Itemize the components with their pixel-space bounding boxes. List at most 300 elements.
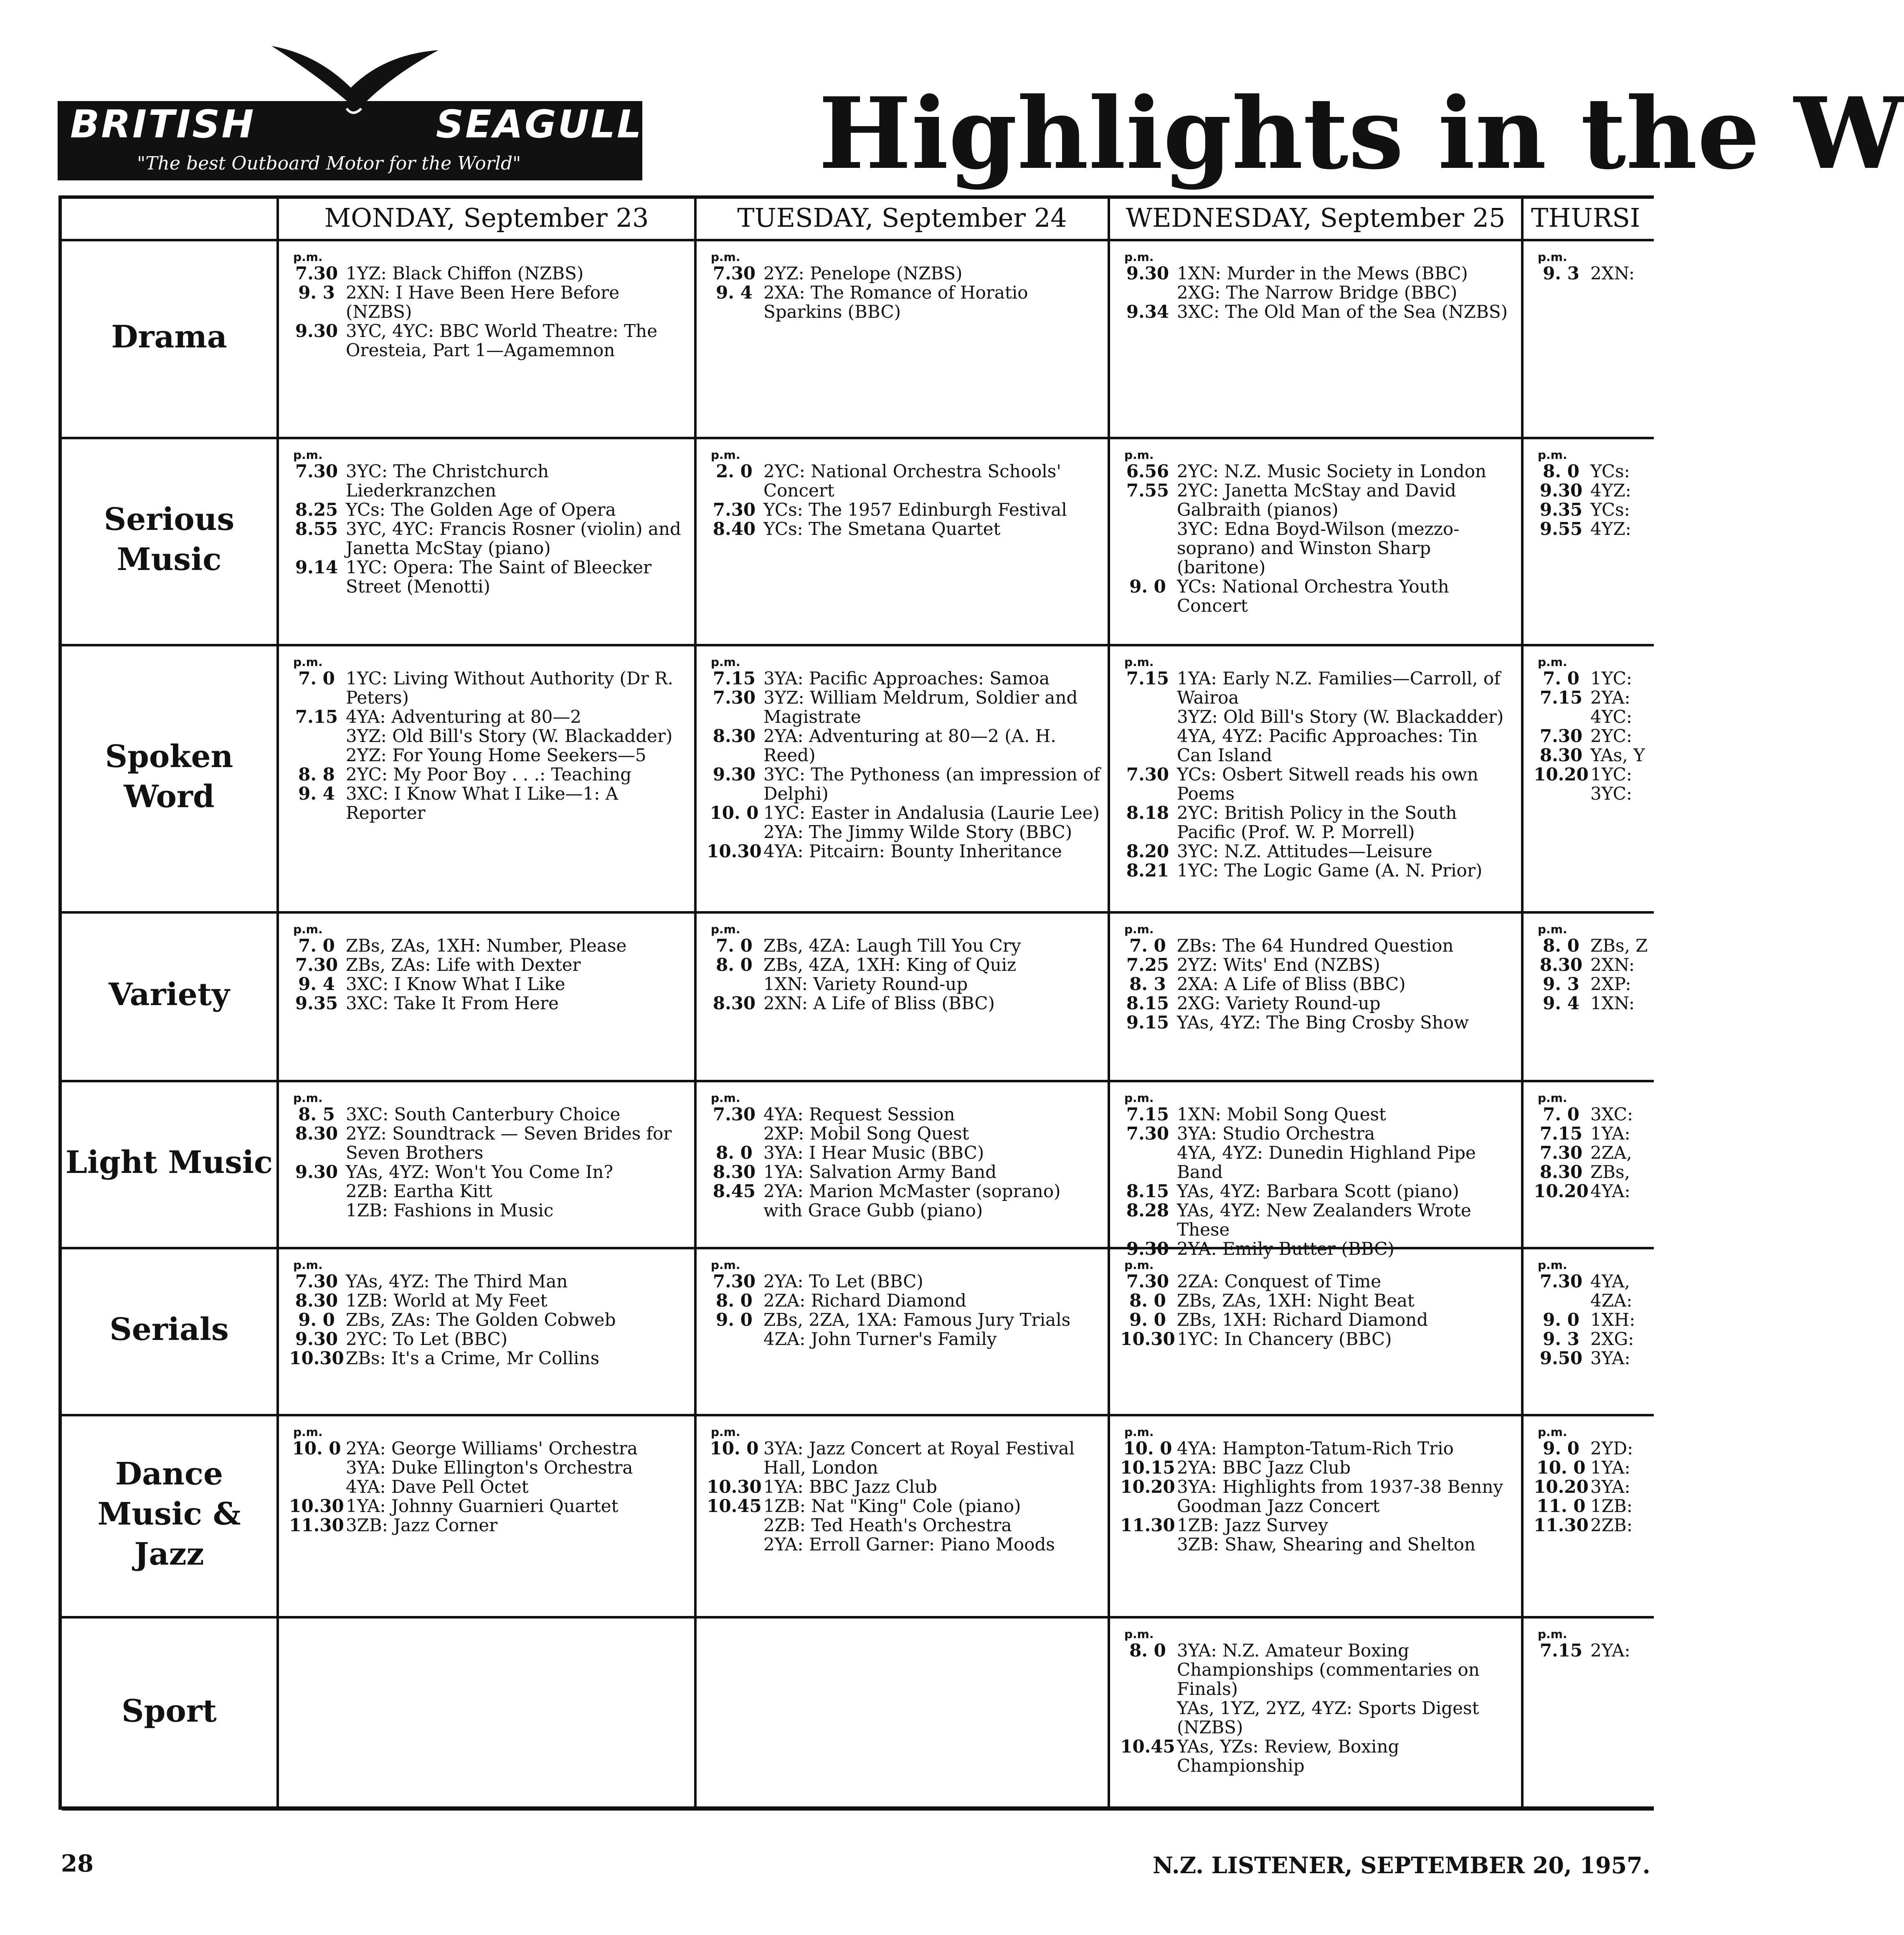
page-number: 28 — [61, 1850, 94, 1877]
entry-program: 2YA: — [1590, 687, 1630, 708]
pm-label: p.m. — [293, 448, 323, 462]
schedule-cell — [1524, 1249, 1654, 1416]
schedule-entry — [705, 669, 1102, 688]
entry-time: 11.30 — [289, 1515, 344, 1535]
schedule-cell — [697, 646, 1110, 914]
entry-program: 2YC: British Policy in the South Pacific (Prof. W. P. Morrell) — [1177, 803, 1457, 842]
entry-time: 2. 0 — [716, 461, 753, 481]
schedule-entry — [1532, 481, 1648, 500]
entry-time — [1532, 1291, 1590, 1310]
entry-program: 2YC: N.Z. Music Society in London — [1177, 461, 1486, 481]
entry-program: 1XN: — [1590, 993, 1635, 1013]
entry-program: 1YC: — [1590, 668, 1632, 689]
schedule-entry — [1532, 1641, 1648, 1660]
schedule-entry — [287, 322, 688, 360]
entry-time — [287, 1182, 346, 1201]
entry-time: 7. 0 — [716, 935, 753, 956]
entry-program: 2ZA: Conquest of Time — [1177, 1271, 1382, 1292]
publication-credit: N.Z. LISTENER, SEPTEMBER 20, 1957. — [1153, 1852, 1650, 1879]
schedule-entry — [1118, 994, 1515, 1013]
entry-program: 1YZ: Black Chiffon (NZBS) — [346, 263, 584, 284]
entry-time: 6.56 — [1126, 461, 1169, 481]
entry-time: 9.30 — [1126, 1239, 1169, 1259]
entry-program: YCs: National Orchestra Youth Concert — [1177, 576, 1449, 616]
entry-time — [705, 1535, 763, 1554]
entry-program: 3YA: I Hear Music (BBC) — [763, 1142, 984, 1163]
corner-cell — [62, 199, 279, 241]
schedule-entry — [1118, 1737, 1515, 1775]
schedule-entry — [287, 1439, 688, 1458]
entry-program: ZBs: The 64 Hundred Question — [1177, 935, 1454, 956]
entry-program: 1YC: Easter in Andalusia (Laurie Lee) — [763, 803, 1100, 823]
schedule-entry — [705, 803, 1102, 823]
entry-time: 8.30 — [1539, 955, 1583, 975]
entry-program: 4YC: — [1590, 707, 1632, 727]
pm-label: p.m. — [1538, 1627, 1567, 1641]
entry-time: 10. 0 — [292, 1438, 341, 1459]
schedule-cell — [279, 439, 697, 646]
entry-program: 3YA: N.Z. Amateur Boxing Championships (commentaries on Finals) — [1177, 1640, 1480, 1699]
entry-program: 4YZ: — [1590, 519, 1631, 539]
schedule-entry — [287, 1477, 688, 1497]
entry-program: 3YC: The Pythoness (an impression of Delphi) — [763, 764, 1100, 804]
entry-time: 7.15 — [1539, 1123, 1583, 1144]
schedule-entry — [1532, 519, 1648, 539]
schedule-entry — [1532, 727, 1648, 746]
entry-program: ZBs, ZAs, 1XH: Number, Please — [346, 935, 627, 956]
entry-program: 1YA: — [1590, 1123, 1630, 1144]
schedule-entry — [1532, 1349, 1648, 1368]
entry-program: 1XN: Murder in the Mews (BBC) — [1177, 263, 1468, 284]
schedule-entry — [1532, 462, 1648, 481]
entry-time: 8.30 — [712, 1162, 756, 1182]
pm-label: p.m. — [1124, 1091, 1154, 1105]
entry-program: 1ZB: Fashions in Music — [346, 1200, 554, 1221]
entry-program: YAs, 4YZ: Won't You Come In? — [346, 1162, 613, 1182]
entry-program: 3YC, 4YC: BBC World Theatre: The Oresteia, Part 1—Agamemnon — [346, 321, 657, 360]
entry-time: 9. 3 — [1543, 974, 1579, 994]
entry-time: 7.15 — [1539, 687, 1583, 708]
schedule-entry — [705, 1497, 1102, 1516]
schedule-cell — [1524, 646, 1654, 914]
entry-program: 3YA: Duke Ellington's Orchestra — [346, 1457, 633, 1478]
entry-program: YAs, 4YZ: The Bing Crosby Show — [1177, 1012, 1469, 1033]
entry-program: 4YA: Adventuring at 80—2 — [346, 707, 582, 727]
schedule-entry — [1118, 1477, 1515, 1516]
schedule-entry — [705, 688, 1102, 727]
schedule-entry — [1118, 462, 1515, 481]
schedule-entry — [1118, 803, 1515, 842]
entry-program: 1YA: Salvation Army Band — [763, 1162, 997, 1182]
category-label: Light Music — [62, 1082, 279, 1249]
entry-program: 1ZB: — [1590, 1496, 1633, 1516]
entry-program: ZBs, ZAs, 1XH: Night Beat — [1177, 1290, 1415, 1311]
pm-label: p.m. — [1538, 250, 1567, 264]
entry-program: 1YA: BBC Jazz Club — [763, 1477, 938, 1497]
entry-program: 2XG: The Narrow Bridge (BBC) — [1177, 282, 1458, 303]
schedule-entry — [1118, 1310, 1515, 1330]
schedule-cell — [279, 646, 697, 914]
schedule-entry — [1118, 283, 1515, 302]
schedule-entry — [1118, 1439, 1515, 1458]
entry-time: 10.20 — [1534, 764, 1589, 785]
entry-program: YAs, 4YZ: The Third Man — [346, 1271, 568, 1292]
schedule-entry — [1118, 707, 1515, 727]
entry-program: 1YC: Living Without Authority (Dr R. Peters) — [346, 668, 673, 708]
category-label: Serials — [62, 1249, 279, 1416]
entry-program: ZBs, ZAs: The Golden Cobweb — [346, 1309, 616, 1330]
entry-time: 8. 0 — [1129, 1290, 1166, 1311]
pm-label: p.m. — [1124, 655, 1154, 669]
entry-time: 9. 4 — [1543, 993, 1579, 1013]
schedule-entry — [287, 519, 688, 558]
entry-time: 10.30 — [289, 1496, 344, 1516]
entry-time: 7.30 — [1126, 764, 1169, 785]
schedule-cell — [1524, 914, 1654, 1082]
entry-time: 7.15 — [295, 707, 338, 727]
schedule-cell — [697, 1249, 1110, 1416]
entry-program: 1YC: In Chancery (BBC) — [1177, 1329, 1392, 1349]
entry-program: 4YA: Dave Pell Octet — [346, 1477, 529, 1497]
category-label: Serious Music — [62, 439, 279, 646]
entry-time: 8.30 — [712, 726, 756, 746]
entry-time: 7.30 — [712, 687, 756, 708]
entry-time: 10.20 — [1120, 1477, 1175, 1497]
page-headline: Highlights in the W — [819, 76, 1904, 191]
entry-time: 7. 0 — [1543, 668, 1579, 689]
entry-time: 10.45 — [1120, 1736, 1175, 1757]
entry-time: 7. 0 — [298, 935, 335, 956]
entry-time: 7.30 — [1539, 1271, 1583, 1292]
entry-program: 3YZ: William Meldrum, Soldier and Magistrate — [763, 687, 1078, 727]
entry-program: 2ZA, — [1590, 1142, 1632, 1163]
entry-time: 9. 3 — [1543, 263, 1579, 284]
entry-time: 8. 0 — [716, 1290, 753, 1311]
schedule-entry — [287, 1458, 688, 1477]
schedule-entry — [1532, 765, 1648, 784]
pm-label: p.m. — [293, 1258, 323, 1272]
schedule-entry — [1118, 1013, 1515, 1032]
entry-time: 7.30 — [295, 1271, 338, 1292]
entry-program: 4YZ: — [1590, 480, 1631, 501]
entry-program: 3XC: South Canterbury Choice — [346, 1104, 621, 1125]
schedule-entry — [287, 264, 688, 283]
schedule-entry — [287, 1201, 688, 1220]
entry-program: 2YD: — [1590, 1438, 1633, 1459]
schedule-entry — [1532, 784, 1648, 803]
schedule-entry — [1118, 936, 1515, 955]
schedule-entry — [287, 1105, 688, 1124]
entry-time: 7.15 — [1126, 668, 1169, 689]
entry-program: 3YA: — [1590, 1477, 1630, 1497]
entry-program: 2YA: — [1590, 1640, 1630, 1661]
entry-program: 4YA, 4YZ: Pacific Approaches: Tin Can Island — [1177, 726, 1478, 765]
entry-time: 7.15 — [1126, 1104, 1169, 1125]
entry-program: 4YA: Request Session — [763, 1104, 955, 1125]
entry-program: 2ZB: Eartha Kitt — [346, 1181, 492, 1201]
entry-time: 8.30 — [712, 993, 756, 1013]
entry-program: ZBs, 4ZA, 1XH: King of Quiz — [763, 955, 1017, 975]
schedule-cell — [1524, 1416, 1654, 1618]
entry-time: 10.45 — [707, 1496, 762, 1516]
pm-label: p.m. — [711, 1425, 740, 1439]
entry-time: 9. 0 — [1543, 1309, 1579, 1330]
entry-program: 3XC: Take It From Here — [346, 993, 559, 1013]
entry-program: 3YA: Studio Orchestra — [1177, 1123, 1375, 1144]
entry-program: 2YZ: Soundtrack — Seven Brides for Seven Brothers — [346, 1123, 672, 1163]
entry-program: 1YC: Opera: The Saint of Bleecker Street (Menotti) — [346, 557, 652, 597]
schedule-cell — [1110, 241, 1524, 439]
schedule-entry — [705, 1477, 1102, 1497]
schedule-entry — [1532, 1330, 1648, 1349]
pm-label: p.m. — [711, 922, 740, 936]
schedule-entry — [1118, 955, 1515, 975]
pm-label: p.m. — [1538, 1425, 1567, 1439]
pm-label: p.m. — [293, 250, 323, 264]
schedule-entry — [1118, 1641, 1515, 1699]
entry-time: 10. 0 — [710, 1438, 759, 1459]
entry-time: 9.35 — [295, 993, 338, 1013]
entry-time: 9.34 — [1126, 301, 1169, 322]
schedule-entry — [1532, 936, 1648, 955]
schedule-entry — [705, 955, 1102, 975]
entry-program: 2YC: National Orchestra Schools' Concert — [763, 461, 1061, 501]
schedule-entry — [1118, 727, 1515, 765]
pm-label: p.m. — [1124, 250, 1154, 264]
entry-time: 7.30 — [295, 461, 338, 481]
schedule-entry — [287, 975, 688, 994]
entry-program: 1XN: Variety Round-up — [763, 974, 968, 994]
entry-program: 2YZ: Penelope (NZBS) — [763, 263, 963, 284]
schedule-cell — [697, 1082, 1110, 1249]
schedule-entry — [1532, 746, 1648, 765]
entry-time: 8. 0 — [716, 955, 753, 975]
entry-program: YAs, 4YZ: New Zealanders Wrote These — [1177, 1200, 1471, 1240]
schedule-cell — [279, 1249, 697, 1416]
entry-program: 3YZ: Old Bill's Story (W. Blackadder) — [346, 726, 673, 746]
schedule-entry — [705, 1272, 1102, 1291]
entry-program: 1ZB: Jazz Survey — [1177, 1515, 1328, 1535]
schedule-entry — [1532, 1477, 1648, 1497]
schedule-entry — [1118, 1516, 1515, 1535]
entry-program: 4YA: — [1590, 1181, 1630, 1201]
entry-time — [1118, 1143, 1177, 1182]
schedule-entry — [1532, 500, 1648, 519]
entry-program: YCs: The Smetana Quartet — [763, 519, 1001, 539]
schedule-entry — [287, 994, 688, 1013]
entry-time: 8.55 — [295, 519, 338, 539]
schedule-entry — [1532, 1516, 1648, 1535]
schedule-entry — [287, 1330, 688, 1349]
entry-time — [1118, 283, 1177, 302]
entry-program: YCs: The 1957 Edinburgh Festival — [763, 499, 1067, 520]
entry-program: 2XG: — [1590, 1329, 1634, 1349]
entry-time: 7.30 — [712, 1271, 756, 1292]
schedule-entry — [287, 727, 688, 746]
entry-time: 10.30 — [707, 841, 762, 861]
schedule-entry — [1118, 765, 1515, 803]
schedule-entry — [705, 1124, 1102, 1143]
schedule-cell — [1110, 1618, 1524, 1811]
entry-program: 2ZB: — [1590, 1515, 1633, 1535]
entry-program: 1YA: — [1590, 1457, 1630, 1478]
entry-time: 9. 0 — [1129, 576, 1166, 597]
logo-tagline: "The best Outboard Motor for the World" — [137, 153, 521, 174]
schedule-cell — [279, 1618, 697, 1811]
entry-program: 2XA: A Life of Bliss (BBC) — [1177, 974, 1406, 994]
entry-time — [705, 1124, 763, 1143]
pm-label: p.m. — [1124, 448, 1154, 462]
schedule-cell — [697, 1416, 1110, 1618]
category-label: Sport — [62, 1618, 279, 1811]
entry-program: ZBs, Z — [1590, 935, 1648, 956]
schedule-entry — [705, 765, 1102, 803]
schedule-entry — [1532, 1163, 1648, 1182]
entry-time: 10.20 — [1534, 1181, 1589, 1201]
pm-label: p.m. — [1538, 448, 1567, 462]
schedule-entry — [287, 1291, 688, 1310]
entry-program: 1YC: — [1590, 764, 1632, 785]
pm-label: p.m. — [1124, 1425, 1154, 1439]
schedule-entry — [1118, 264, 1515, 283]
schedule-entry — [705, 1330, 1102, 1349]
entry-program: 1ZB: Nat "King" Cole (piano) — [763, 1496, 1021, 1516]
schedule-cell — [697, 439, 1110, 646]
pm-label: p.m. — [293, 655, 323, 669]
entry-program: 2YA: Erroll Garner: Piano Moods — [763, 1534, 1055, 1555]
entry-time: 9.15 — [1126, 1012, 1169, 1033]
entry-program: YAs, YZs: Review, Boxing Championship — [1177, 1736, 1399, 1776]
entry-time: 7.15 — [1539, 1640, 1583, 1661]
schedule-cell — [279, 1416, 697, 1618]
entry-time: 9. 4 — [298, 974, 335, 994]
entry-program: YCs: — [1590, 499, 1630, 520]
entry-program: 1XH: — [1590, 1309, 1635, 1330]
schedule-entry — [1118, 1124, 1515, 1143]
entry-program: 2XN: A Life of Bliss (BBC) — [763, 993, 995, 1013]
entry-program: 3YC, 4YC: Francis Rosner (violin) and Janetta McStay (piano) — [346, 519, 681, 558]
schedule-cell — [1524, 1082, 1654, 1249]
entry-program: 2YZ: For Young Home Seekers—5 — [346, 745, 646, 765]
schedule-entry — [705, 975, 1102, 994]
entry-time: 10. 0 — [710, 803, 759, 823]
entry-time: 9. 0 — [716, 1309, 753, 1330]
entry-program: 3YZ: Old Bill's Story (W. Blackadder) — [1177, 707, 1504, 727]
entry-time: 8. 0 — [1543, 461, 1579, 481]
category-label: Dance Music & Jazz — [62, 1416, 279, 1618]
schedule-entry — [705, 1143, 1102, 1163]
schedule-table — [58, 195, 1654, 1810]
entry-time — [287, 727, 346, 746]
entry-program: 3YC: Edna Boyd-Wilson (mezzo-soprano) and Winston Sharp (baritone) — [1177, 519, 1460, 577]
entry-time — [705, 1516, 763, 1535]
schedule-entry — [287, 1349, 688, 1368]
schedule-entry — [1118, 1143, 1515, 1182]
pm-label: p.m. — [1538, 1091, 1567, 1105]
entry-program: 2XP: Mobil Song Quest — [763, 1123, 969, 1144]
schedule-entry — [705, 1163, 1102, 1182]
entry-time: 9. 0 — [1543, 1438, 1579, 1459]
entry-time — [287, 1477, 346, 1497]
schedule-entry — [1118, 975, 1515, 994]
pm-label: p.m. — [1124, 1258, 1154, 1272]
entry-time — [705, 1330, 763, 1349]
schedule-entry — [705, 283, 1102, 322]
entry-time: 10.20 — [1534, 1477, 1589, 1497]
schedule-entry — [1532, 994, 1648, 1013]
entry-time: 9.30 — [1539, 480, 1583, 501]
schedule-entry — [705, 519, 1102, 539]
entry-time: 8. 3 — [1129, 974, 1166, 994]
entry-program: 3ZB: Shaw, Shearing and Shelton — [1177, 1534, 1476, 1555]
schedule-entry — [1532, 975, 1648, 994]
schedule-entry — [287, 669, 688, 707]
entry-program: 2YA: George Williams' Orchestra — [346, 1438, 638, 1459]
entry-program: 1YA: Johnny Guarnieri Quartet — [346, 1496, 619, 1516]
entry-program: 4YA: Hampton-Tatum-Rich Trio — [1177, 1438, 1454, 1459]
entry-time: 9.30 — [295, 1329, 338, 1349]
schedule-entry — [705, 1291, 1102, 1310]
entry-time: 7.30 — [712, 1104, 756, 1125]
schedule-cell — [1110, 1249, 1524, 1416]
entry-time: 7.30 — [1126, 1271, 1169, 1292]
entry-program: 2XP: — [1590, 974, 1631, 994]
entry-time: 7.55 — [1126, 480, 1169, 501]
schedule-entry — [1118, 1330, 1515, 1349]
schedule-entry — [1118, 1458, 1515, 1477]
entry-time: 8.18 — [1126, 803, 1169, 823]
entry-program: 1YC: The Logic Game (A. N. Prior) — [1177, 860, 1483, 881]
entry-time: 10.30 — [707, 1477, 762, 1497]
entry-program: 2XA: The Romance of Horatio Sparkins (BBC) — [763, 282, 1028, 322]
logo-brand-right: SEAGULL — [436, 102, 643, 147]
entry-time: 8.30 — [1539, 1162, 1583, 1182]
entry-time: 11. 0 — [1536, 1496, 1586, 1516]
entry-time: 9. 0 — [298, 1309, 335, 1330]
entry-program: 2XN: — [1590, 263, 1635, 284]
entry-time: 11.30 — [1120, 1515, 1175, 1535]
entry-time — [287, 1201, 346, 1220]
schedule-entry — [287, 955, 688, 975]
schedule-entry — [1118, 302, 1515, 322]
entry-time — [705, 975, 763, 994]
schedule-entry — [1118, 1291, 1515, 1310]
schedule-entry — [705, 462, 1102, 500]
entry-program: YCs: — [1590, 461, 1630, 481]
schedule-entry — [1532, 1143, 1648, 1163]
schedule-entry — [287, 936, 688, 955]
entry-program: 2YA: To Let (BBC) — [763, 1271, 923, 1292]
entry-time: 9.30 — [1126, 263, 1169, 284]
entry-program: 2YA: Marion McMaster (soprano) with Grace Gubb (piano) — [763, 1181, 1061, 1221]
entry-program: ZBs: It's a Crime, Mr Collins — [346, 1348, 600, 1368]
entry-time: 7.30 — [1539, 1142, 1583, 1163]
schedule-entry — [705, 823, 1102, 842]
entry-program: ZBs, ZAs: Life with Dexter — [346, 955, 581, 975]
schedule-entry — [1532, 1310, 1648, 1330]
schedule-entry — [287, 558, 688, 596]
entry-time: 7.30 — [295, 263, 338, 284]
entry-program: 2YC: My Poor Boy . . .: Teaching — [346, 764, 632, 785]
entry-time: 8.15 — [1126, 993, 1169, 1013]
schedule-entry — [287, 784, 688, 823]
entry-time: 9.30 — [295, 321, 338, 341]
entry-time: 10. 0 — [1536, 1457, 1586, 1478]
schedule-cell — [1110, 1082, 1524, 1259]
day-header: THURSI — [1524, 199, 1654, 241]
schedule-entry — [1118, 842, 1515, 861]
schedule-entry — [705, 1535, 1102, 1554]
